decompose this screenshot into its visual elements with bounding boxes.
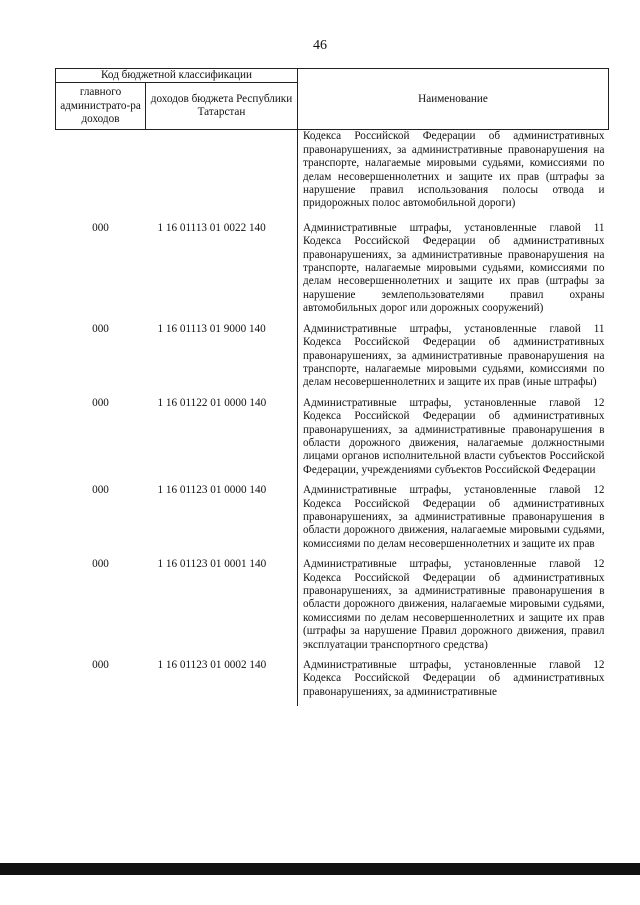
name-cell: Административные штрафы, установленные главой 11 Кодекса Российской Федерации об административных правонарушениях, за административные правонарушения на транспорте, налагаемые мировыми судьями, комиссиями по делам несовершеннолетних и защите их прав (иные штрафы) <box>298 323 609 397</box>
admin-code-cell: 000 <box>92 396 109 409</box>
admin-code-cell: 000 <box>92 659 109 672</box>
budget-classification-table <box>55 68 609 706</box>
income-code-cell: 1 16 01113 01 0022 140 <box>157 221 266 234</box>
admin-code-cell <box>56 130 146 222</box>
name-cell: Административные штрафы, установленные главой 12 Кодекса Российской Федерации об административных правонарушениях, за административные правонарушения в области дорожного движения, налагаемые должностными лицами органов исполнительной власти субъектов Российской Федерации, учреждениями субъектов Российской Федерации <box>298 397 609 484</box>
header-main-administrator: главного администрато-ра доходов <box>56 83 146 130</box>
header-budget-classification-code: Код бюджетной классификации <box>56 69 298 83</box>
name-cell: Кодекса Российской Федерации об административных правонарушениях, за административные правонарушения на транспорте, налагаемые мировыми судьями, комиссиями по делам несовершеннолетних и защите их прав (штрафы за нарушение правил использования полосы отвода и придорожных полос автомобильной дороги) <box>298 130 609 222</box>
admin-code-cell: 000 <box>92 221 109 234</box>
admin-code-cell: 000 <box>92 558 109 571</box>
table-row <box>56 323 609 397</box>
header-budget-income: доходов бюджета Республики Татарстан <box>146 83 298 130</box>
admin-code-cell: 000 <box>92 484 109 497</box>
name-cell: Административные штрафы, установленные главой 12 Кодекса Российской Федерации об административных правонарушениях, за административные правонарушения в области дорожного движения, налагаемые мировыми судьями, комиссиями по делам несовершеннолетних и защите их прав <box>298 484 609 558</box>
table-row <box>56 558 609 659</box>
name-cell: Административные штрафы, установленные главой 12 Кодекса Российской Федерации об административных правонарушениях, за административные <box>298 659 609 706</box>
table-row <box>56 222 609 323</box>
income-code-cell: 1 16 01123 01 0001 140 <box>157 558 267 571</box>
header-name: Наименование <box>298 69 609 130</box>
table-row <box>56 484 609 558</box>
income-code-cell: 1 16 01113 01 9000 140 <box>157 322 266 335</box>
table-row <box>56 397 609 484</box>
page-number: 46 <box>313 38 327 53</box>
name-cell: Административные штрафы, установленные главой 11 Кодекса Российской Федерации об административных правонарушениях, за административные правонарушения на транспорте, налагаемые мировыми судьями, комиссиями по делам несовершеннолетних и защите их прав (штрафы за нарушение землепользователями правил охраны автомобильных дорог или дорожных сооружений) <box>298 222 609 323</box>
table-row <box>56 659 609 706</box>
scan-edge-bar <box>0 863 640 875</box>
income-code-cell: 1 16 01123 01 0000 140 <box>157 484 267 497</box>
income-code-cell: 1 16 01122 01 0000 140 <box>157 396 267 409</box>
name-cell: Административные штрафы, установленные главой 12 Кодекса Российской Федерации об административных правонарушениях, за административные правонарушения в области дорожного движения, налагаемые мировыми судьями, комиссиями по делам несовершеннолетних и защите их прав (штрафы за нарушение Правил дорожного движения, правил эксплуатации транспортного средства) <box>298 558 609 659</box>
admin-code-cell: 000 <box>92 322 109 335</box>
income-code-cell: 1 16 01123 01 0002 140 <box>157 659 267 672</box>
table-row <box>56 130 609 222</box>
income-code-cell <box>146 130 298 222</box>
